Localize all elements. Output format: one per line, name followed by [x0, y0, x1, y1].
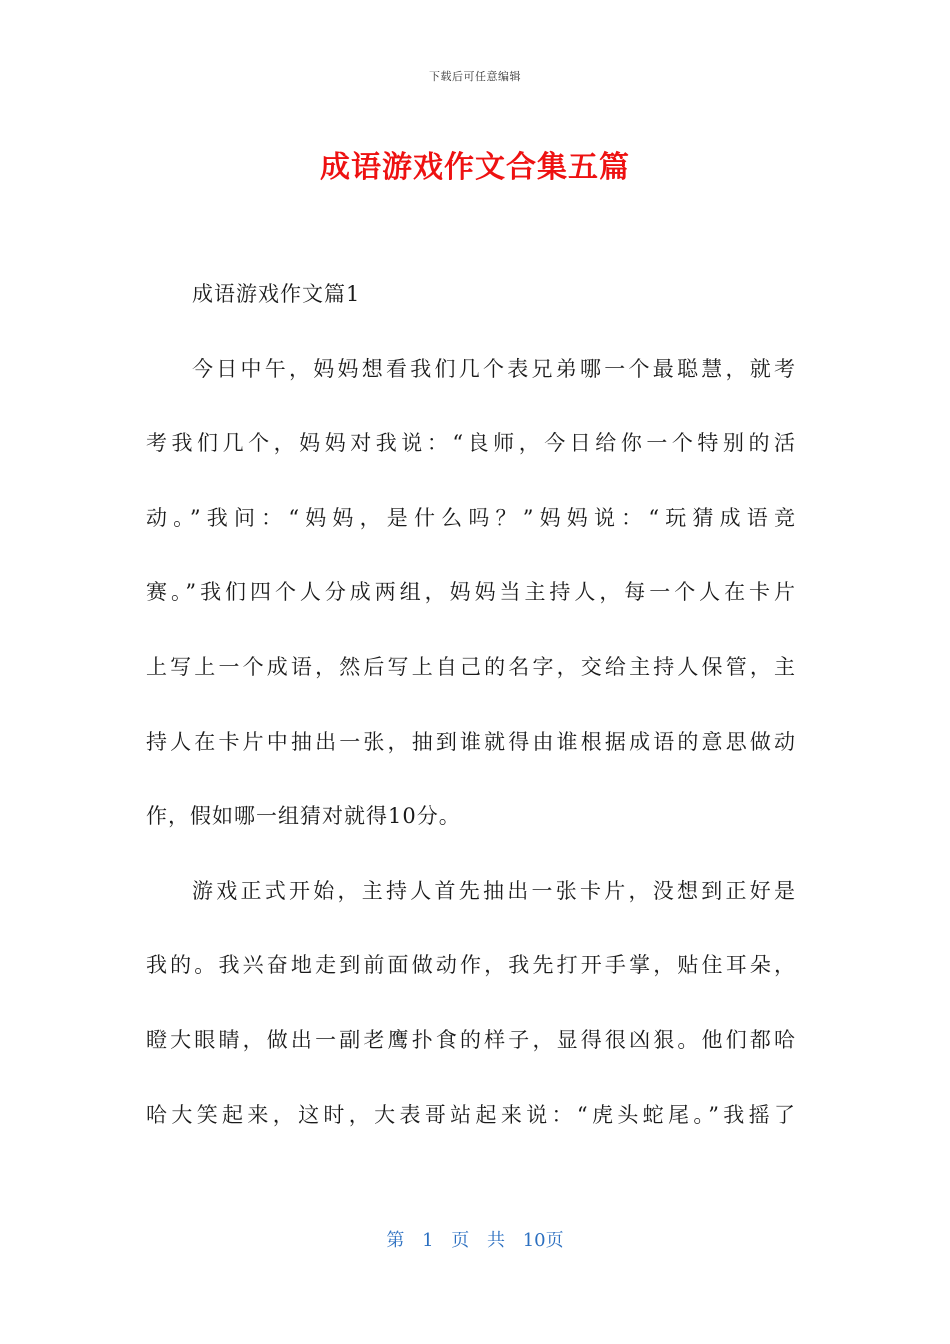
paragraph-line: 今日中午，妈妈想看我们几个表兄弟哪一个最聪慧，就考 [192, 356, 796, 381]
paragraph-line: 动。”我问：“妈妈，是什么吗？”妈妈说：“玩猜成语竞 [146, 505, 796, 530]
page-label-total-prefix: 共 [487, 1230, 505, 1251]
paragraph-line: 持人在卡片中抽出一张，抽到谁就得由谁根据成语的意思做动 [146, 729, 796, 754]
page-label-mid: 页 [451, 1230, 470, 1251]
current-page-number: 1 [422, 1230, 434, 1251]
paragraph-line: 哈大笑起来，这时，大表哥站起来说：“虎头蛇尾。”我摇了 [146, 1102, 796, 1127]
document-body [146, 270, 796, 1165]
section-heading: 成语游戏作文篇1 [192, 282, 361, 306]
paragraph-line: 考我们几个，妈妈对我说：“良师，今日给你一个特别的活 [146, 431, 796, 456]
total-pages: 10页 [522, 1230, 564, 1251]
paragraph-line: 上写上一个成语，然后写上自己的名字，交给主持人保管，主 [146, 654, 796, 679]
paragraph-line: 作，假如哪一组猜对就得10分。 [146, 804, 461, 829]
paragraph-line: 瞪大眼睛，做出一副老鹰扑食的样子，显得很凶狠。他们都哈 [146, 1027, 796, 1052]
paragraph-line: 赛。”我们四个人分成两组，妈妈当主持人，每一个人在卡片 [146, 580, 796, 605]
page-label-prefix: 第 [386, 1230, 405, 1251]
page-number-footer [0, 1226, 950, 1252]
paragraph-line: 我的。我兴奋地走到前面做动作，我先打开手掌，贴住耳朵， [146, 953, 796, 978]
header-note: 下载后可任意编辑 [429, 70, 521, 83]
paragraph-line: 游戏正式开始，主持人首先抽出一张卡片，没想到正好是 [192, 878, 796, 903]
document-title: 成语游戏作文合集五篇 [320, 150, 630, 185]
